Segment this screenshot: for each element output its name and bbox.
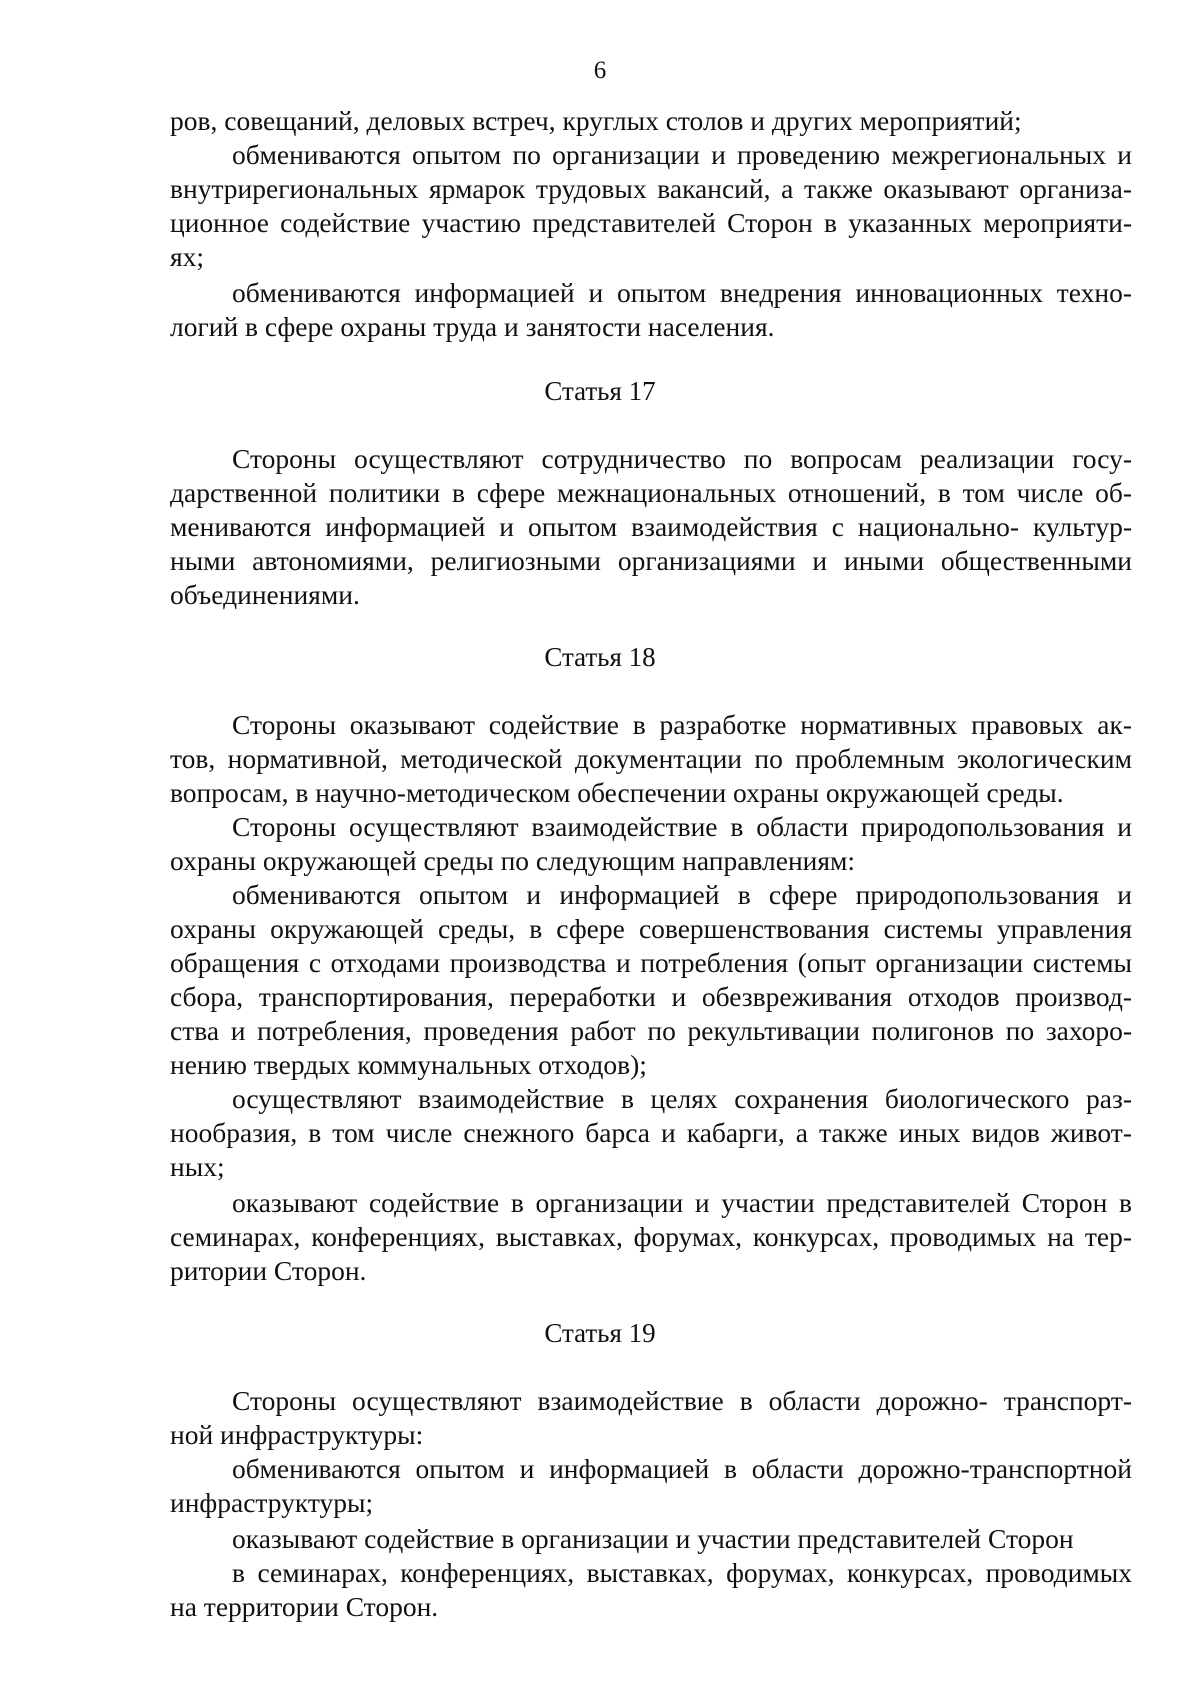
text-line: обмениваются опытом и информацией в сфере природопользования и — [232, 879, 1132, 910]
text-line: ях; — [170, 241, 205, 272]
text-line: осуществляют взаимодействие в целях сохранения биологического раз- — [232, 1083, 1132, 1114]
text-line: семинарах, конференциях, выставках, форумах, конкурсах, проводимых на тер- — [170, 1221, 1132, 1252]
text-line: Стороны осуществляют сотрудничество по вопросам реализации госу- — [232, 443, 1132, 474]
text-line: ционное содействие участию представителей Сторон в указанных мероприяти- — [170, 207, 1132, 238]
text-line: нообразия, в том числе снежного барса и кабарги, а также иных видов живот- — [170, 1117, 1132, 1148]
text-line: обмениваются информацией и опытом внедрения инновационных техно- — [232, 277, 1132, 308]
text-line: ной инфраструктуры: — [170, 1419, 424, 1450]
text-line: оказывают содействие в организации и участии представителей Сторон в — [232, 1187, 1132, 1218]
text-line: в семинарах, конференциях, выставках, форумах, конкурсах, проводимых — [232, 1557, 1132, 1588]
text-line: ных; — [170, 1151, 225, 1182]
text-line: дарственной политики в сфере межнациональных отношений, в том числе об- — [170, 477, 1132, 508]
text-line: инфраструктуры; — [170, 1487, 374, 1518]
text-line: ров, совещаний, деловых встреч, круглых столов и других мероприятий; — [170, 105, 1022, 136]
text-line: нению твердых коммунальных отходов); — [170, 1049, 647, 1080]
text-line: мениваются информацией и опытом взаимодействия с национально- культур- — [170, 511, 1132, 542]
text-line: логий в сфере охраны труда и занятости населения. — [170, 311, 775, 342]
text-line: объединениями. — [170, 579, 360, 610]
text-line: обращения с отходами производства и потребления (опыт организации системы — [170, 947, 1132, 978]
text-line: ства и потребления, проведения работ по рекультивации полигонов по захоро- — [170, 1015, 1132, 1046]
text-line: Стороны оказывают содействие в разработке нормативных правовых ак- — [232, 709, 1132, 740]
text-line: Стороны осуществляют взаимодействие в области дорожно- транспорт- — [232, 1385, 1132, 1416]
text-line: охраны окружающей среды, в сфере совершенствования системы управления — [170, 913, 1132, 944]
text-line: обмениваются опытом по организации и проведению межрегиональных и — [232, 139, 1132, 170]
text-line: Стороны осуществляют взаимодействие в области природопользования и — [232, 811, 1132, 842]
text-line: вопросам, в научно-методическом обеспечении охраны окружающей среды. — [170, 777, 1064, 808]
text-line: ными автономиями, религиозными организациями и иными общественными — [170, 545, 1132, 576]
text-line: охраны окружающей среды по следующим направлениям: — [170, 845, 856, 876]
text-line: оказывают содействие в организации и участии представителей Сторон — [232, 1523, 1074, 1554]
text-line: сбора, транспортирования, переработки и обезвреживания отходов производ- — [170, 981, 1132, 1012]
text-line: обмениваются опытом и информацией в области дорожно-транспортной — [232, 1453, 1132, 1484]
article-18-heading: Статья 18 — [544, 642, 656, 672]
article-17-heading: Статья 17 — [544, 376, 656, 406]
text-line: ритории Сторон. — [170, 1255, 367, 1286]
text-line: тов, нормативной, методической документации по проблемным экологическим — [170, 743, 1132, 774]
text-line: на территории Сторон. — [170, 1591, 439, 1622]
article-19-heading: Статья 19 — [544, 1318, 656, 1348]
page-number: 6 — [593, 57, 607, 84]
text-line: внутрирегиональных ярмарок трудовых вакансий, а также оказывают организа- — [170, 173, 1132, 204]
